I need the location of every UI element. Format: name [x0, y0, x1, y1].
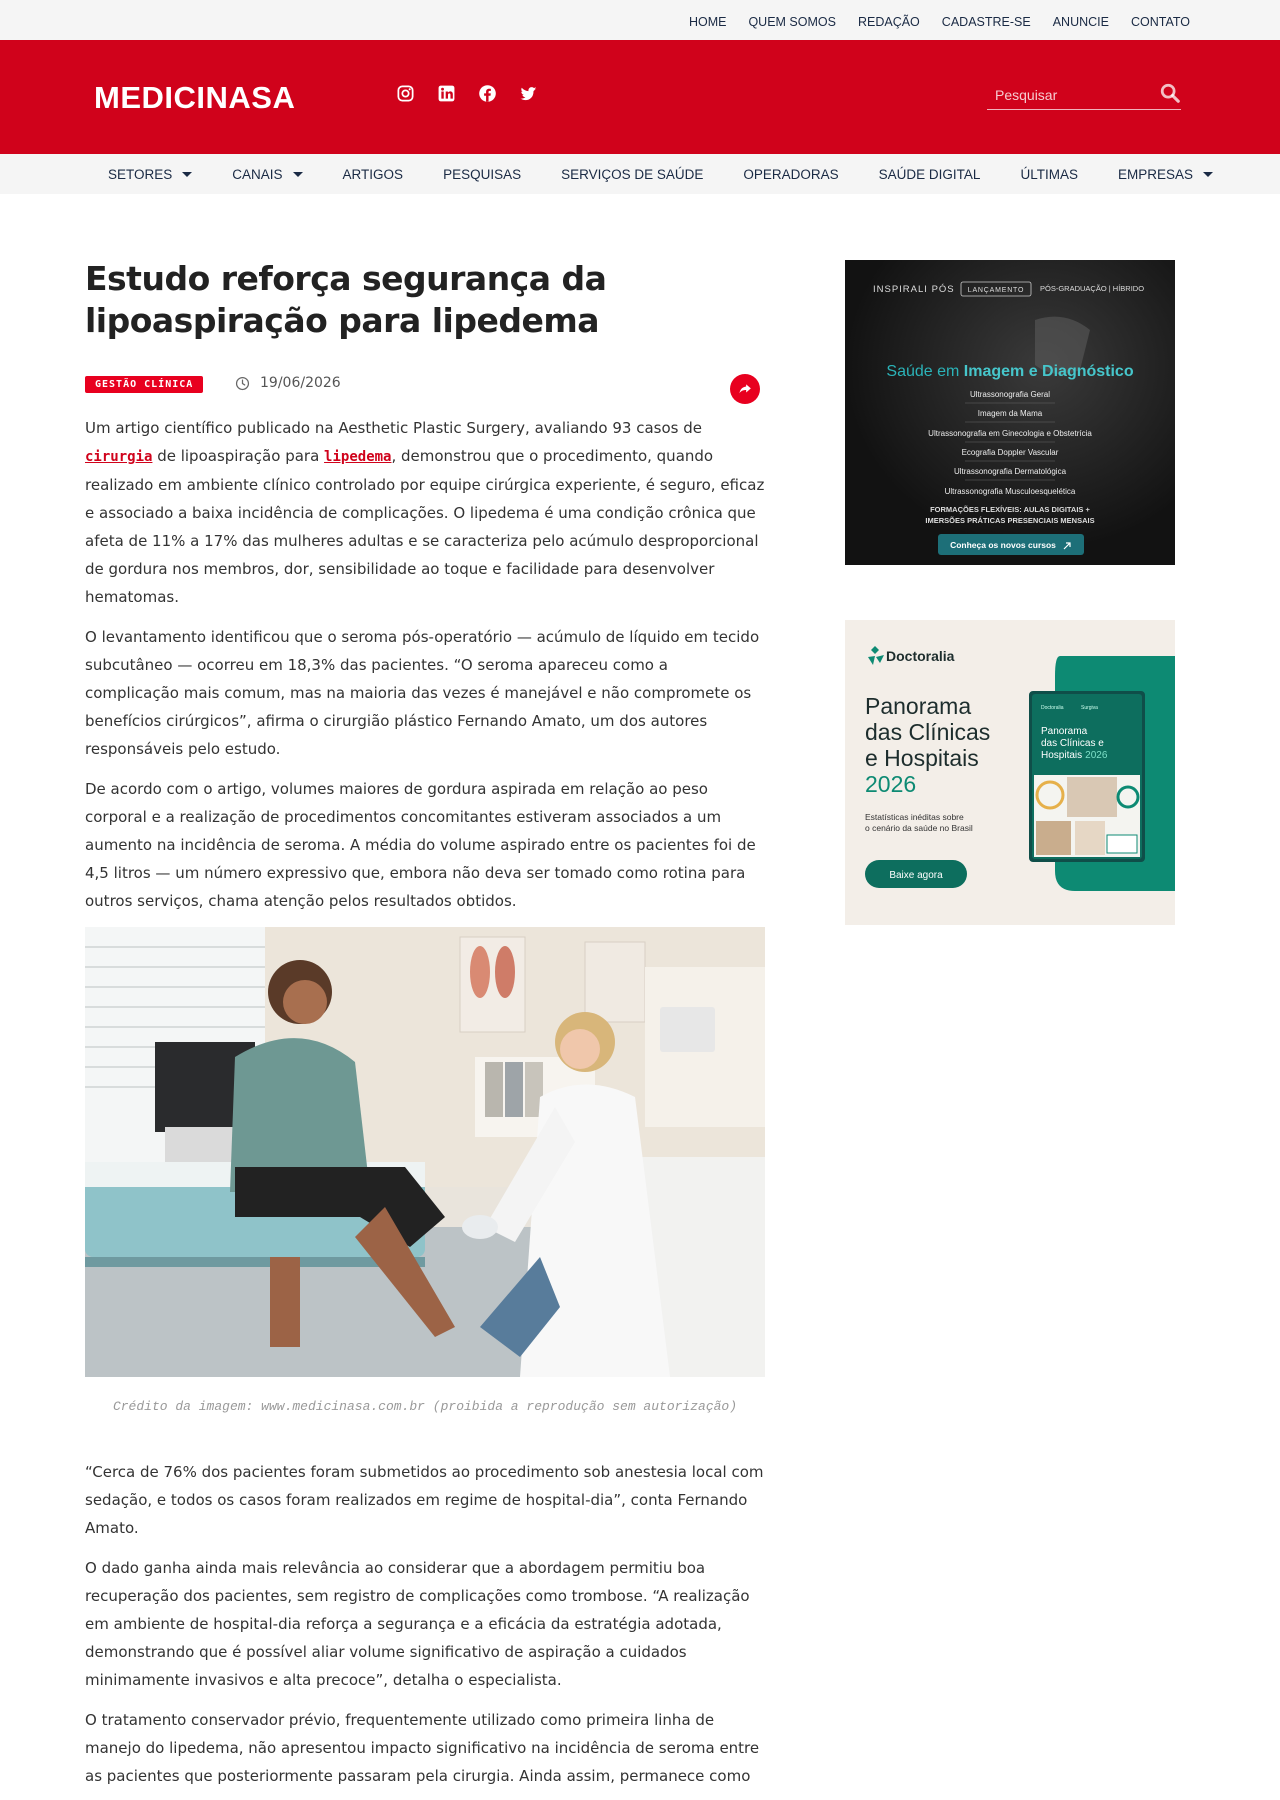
ad2-sub: o cenário da saúde no Brasil	[865, 823, 973, 833]
paragraph: O levantamento identificou que o seroma pós-operatório — acúmulo de líquido em tecido subcutâneo — ocorreu em 18,3% das pacientes. “O seroma apareceu como a complicação mais comum, mas na maioria das vezes é manejável e não compromete os benefícios cirúrgicos”, afirma o cirurgião plástico Fernando Amato, um dos autores responsáveis pelo estudo.	[85, 628, 760, 758]
paragraph-text: de lipoaspiração para	[152, 447, 325, 465]
nav-item-label: CANAIS	[232, 166, 283, 182]
ad1-headline-b: Imagem e Diagnóstico	[963, 363, 1134, 380]
top-link-anuncie[interactable]: ANUNCIE	[1052, 14, 1109, 29]
search-box	[987, 80, 1181, 110]
site-header	[0, 40, 1280, 154]
article	[85, 258, 765, 1800]
nav-item-label: SERVIÇOS DE SAÚDE	[561, 166, 704, 182]
date-text: 19/06/2026	[260, 375, 341, 391]
nav-item-setores[interactable]	[108, 167, 192, 182]
sidebar-ad-inspirali[interactable]	[845, 260, 1175, 565]
instagram-icon[interactable]	[396, 84, 415, 103]
twitter-icon[interactable]	[519, 84, 538, 103]
ad1-brand: INSPIRALI PÓS	[873, 284, 955, 295]
keyword-link-lipedema[interactable]: lipedema	[324, 449, 392, 465]
nav-item-label: ARTIGOS	[342, 166, 404, 182]
sidebar-ad-doctoralia[interactable]	[845, 620, 1175, 925]
ad2-year: 2026	[865, 771, 917, 797]
ad2-brand: Doctoralia	[886, 648, 955, 664]
nav-item-artigos[interactable]	[343, 167, 404, 182]
nav-item-ultimas[interactable]	[1020, 167, 1078, 182]
category-badge[interactable]: GESTÃO CLÍNICA	[85, 376, 203, 393]
nav-item-canais[interactable]	[232, 167, 302, 182]
photo-caption: Crédito da imagem: www.medicinasa.com.br (proibida a reprodução sem autorização)	[112, 1399, 738, 1414]
top-utility-bar	[0, 0, 1280, 40]
svg-text:Saúde em Imagem e Diagnóstico	[886, 363, 1133, 380]
ad1-course: Ultrassonografia Dermatológica	[953, 467, 1067, 476]
ad2-headline: das Clínicas	[865, 719, 991, 745]
share-icon	[738, 382, 752, 396]
ad1-tag: LANÇAMENTO	[967, 287, 1025, 294]
ad1-course: Imagem da Mama	[977, 409, 1043, 418]
nav-item-label: SETORES	[108, 166, 173, 182]
main-nav	[0, 154, 1280, 194]
ad1-headline-a: Saúde em	[886, 363, 964, 380]
ad2-book-brand: Surgiva	[1081, 705, 1098, 711]
top-link-redacao[interactable]: REDAÇÃO	[857, 14, 920, 29]
ad1-formats: FORMAÇÕES FLEXÍVEIS: AULAS DIGITAIS +	[930, 505, 1090, 514]
nav-item-servicos-de-saude[interactable]	[561, 167, 703, 182]
top-link-cadastre-se[interactable]: CADASTRE-SE	[941, 14, 1031, 29]
paragraph	[85, 414, 765, 611]
paragraph-text: , demonstrou que o procedimento, quando realizado em ambiente clínico controlado por equipe cirúrgica experiente, é seguro, eficaz e associado a baixa incidência de complicações. O lipedema é uma condição crônica que afeta de 11% a 17% das mulheres adultas e se caracteriza pelo acúmulo desproporcional de gordura nos membros, dor, sensibilidade ao toque e facilidade para desenvolver hematomas.	[85, 447, 765, 606]
keyword-link-cirurgia[interactable]: cirurgia	[85, 449, 153, 465]
nav-item-operadoras[interactable]	[743, 167, 838, 182]
facebook-icon[interactable]	[478, 84, 497, 103]
clock-icon	[235, 376, 250, 391]
article-title: Estudo reforça segurança da lipoaspiração para lipedema	[85, 259, 607, 340]
social-links	[396, 84, 538, 103]
nav-item-label: ÚLTIMAS	[1020, 166, 1078, 182]
ad2-book-title: Hospitais	[1041, 750, 1083, 761]
nav-item-label: PESQUISAS	[443, 166, 522, 182]
top-link-quem-somos[interactable]: QUEM SOMOS	[748, 14, 836, 29]
caret-down-icon	[182, 172, 192, 177]
ad2-book-brand: Doctoralia	[1041, 705, 1064, 711]
ad1-course: Ultrassonografia em Ginecologia e Obstetrícia	[928, 429, 1092, 438]
top-link-contato[interactable]: CONTATO	[1130, 14, 1190, 29]
ad2-headline: e Hospitais	[865, 745, 979, 771]
article-meta	[85, 364, 765, 414]
nav-item-label: OPERADORAS	[743, 166, 839, 182]
paragraph: O dado ganha ainda mais relevância ao considerar que a abordagem permitiu boa recuperação dos pacientes, sem registro de complicações como trombose. “A realização em ambiente de hospital-dia reforça a segurança e a eficácia da estratégia adotada, demonstrando que é possível aliar volume significativo de aspiração a cuidados minimamente invasivos e alta precoce”, detalha o especialista.	[85, 1559, 750, 1689]
site-logo[interactable]: MEDICINASA	[94, 80, 296, 115]
ad2-book-title: Panorama	[1041, 726, 1088, 737]
ad1-sub: PÓS-GRADUAÇÃO | HÍBRIDO	[1040, 284, 1145, 293]
search-icon[interactable]	[1159, 82, 1181, 104]
article-body	[85, 414, 765, 1790]
ad1-formats: IMERSÕES PRÁTICAS PRESENCIAIS MENSAIS	[925, 516, 1095, 525]
paragraph: De acordo com o artigo, volumes maiores de gordura aspirada em relação ao peso corporal e a realização de procedimentos concomitantes estiveram associados a um aumento na incidência de seroma. A média do volume aspirado entre os pacientes foi de 4,5 litros — um número expressivo que, embora não deva ser tomado como rotina para outros serviços, chama atenção pelos resultados obtidos.	[85, 780, 756, 910]
ad2-cta[interactable]: Baixe agora	[889, 870, 943, 881]
ad1-cta[interactable]: Conheça os novos cursos	[950, 540, 1056, 550]
nav-item-saude-digital[interactable]	[879, 167, 981, 182]
nav-item-pesquisas[interactable]	[443, 167, 521, 182]
paragraph-text: Um artigo científico publicado na Aesthetic Plastic Surgery, avaliando 93 casos de	[85, 419, 702, 437]
search-input[interactable]	[995, 84, 1145, 106]
article-photo	[85, 927, 765, 1377]
caret-down-icon	[1203, 172, 1213, 177]
top-links	[689, 0, 1190, 40]
paragraph: O tratamento conservador prévio, frequentemente utilizado como primeira linha de manejo do lipedema, não apresentou impacto significativo na incidência de seroma entre as pacientes que posteriormente passaram pela cirurgia. Ainda assim, permanece como	[85, 1711, 760, 1785]
ad2-headline: Panorama	[865, 693, 972, 719]
ad1-course: Ultrassonografia Geral	[969, 390, 1051, 399]
ad2-book-title: das Clínicas e	[1041, 738, 1104, 749]
nav-item-label: SAÚDE DIGITAL	[878, 166, 981, 182]
top-link-home[interactable]: HOME	[688, 14, 727, 29]
ad2-sub: Estatísticas inéditas sobre	[865, 812, 964, 822]
nav-item-empresas[interactable]	[1118, 167, 1213, 182]
ad2-book-year: 2026	[1085, 750, 1108, 761]
svg-text:Hospitais2026	[1041, 750, 1108, 761]
ad1-course: Ecografia Doppler Vascular	[961, 448, 1059, 457]
ad1-course: Ultrassonografia Musculoesquelética	[944, 487, 1076, 496]
article-date	[235, 375, 341, 391]
linkedin-icon[interactable]	[437, 84, 456, 103]
caret-down-icon	[293, 172, 303, 177]
paragraph: “Cerca de 76% dos pacientes foram submetidos ao procedimento sob anestesia local com sedação, e todos os casos foram realizados em regime de hospital-dia”, conta Fernando Amato.	[85, 1463, 764, 1537]
nav-item-label: EMPRESAS	[1117, 166, 1193, 182]
share-button[interactable]	[730, 374, 760, 404]
